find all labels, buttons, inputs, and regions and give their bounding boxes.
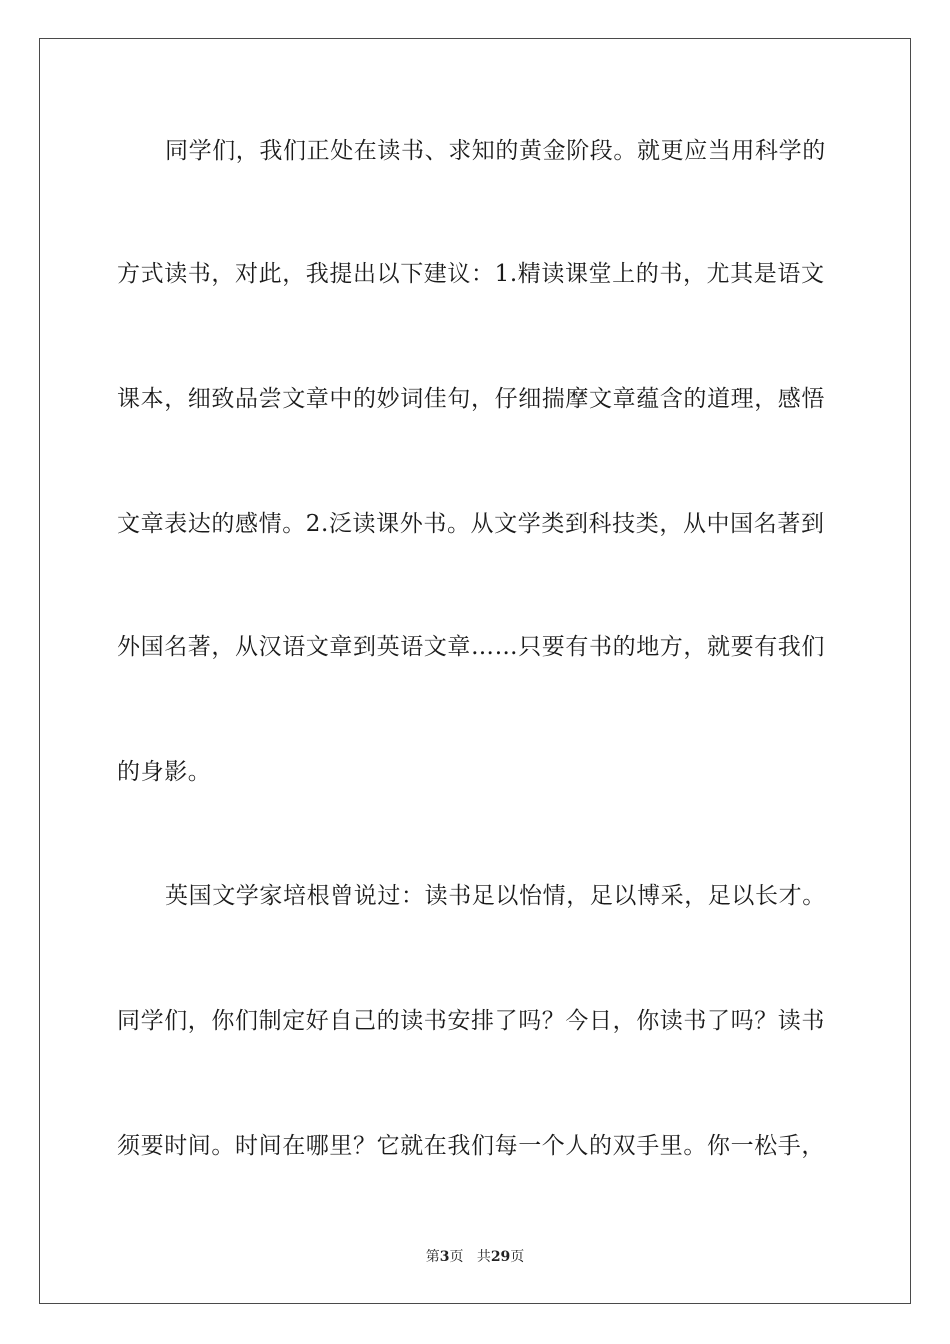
page-border xyxy=(39,38,911,1304)
total-prefix: 共 xyxy=(476,1249,491,1265)
page-number: 3 xyxy=(439,1249,450,1265)
paragraph-2-line-2: 同学们，你们制定好自己的读书安排了吗？今日，你读书了吗？读书 xyxy=(117,1008,825,1034)
paragraph-1-line-2: 方式读书，对此，我提出以下建议：1.精读课堂上的书，尤其是语文 xyxy=(117,261,825,287)
total-pages: 29 xyxy=(490,1249,511,1265)
paragraph-1-line-5: 外国名著，从汉语文章到英语文章……只要有书的地方，就要有我们 xyxy=(117,634,825,660)
total-suffix: 页 xyxy=(510,1249,525,1265)
paragraph-1-line-4: 文章表达的感情。2.泛读课外书。从文学类到科技类，从中国名著到 xyxy=(117,511,825,537)
paragraph-2-line-1: 英国文学家培根曾说过：读书足以怡情，足以博采，足以长才。 xyxy=(165,883,826,909)
paragraph-1-line-1: 同学们，我们正处在读书、求知的黄金阶段。就更应当用科学的 xyxy=(165,138,826,164)
paragraph-1-line-3: 课本，细致品尝文章中的妙词佳句，仔细揣摩文章蕴含的道理，感悟 xyxy=(117,386,825,412)
page-prefix: 第 xyxy=(425,1249,440,1265)
paragraph-2-line-3: 须要时间。时间在哪里？它就在我们每一个人的双手里。你一松手， xyxy=(117,1133,825,1159)
page-suffix: 页 xyxy=(449,1249,464,1265)
paragraph-1-line-6: 的身影。 xyxy=(117,759,212,785)
page-footer xyxy=(0,1248,950,1266)
